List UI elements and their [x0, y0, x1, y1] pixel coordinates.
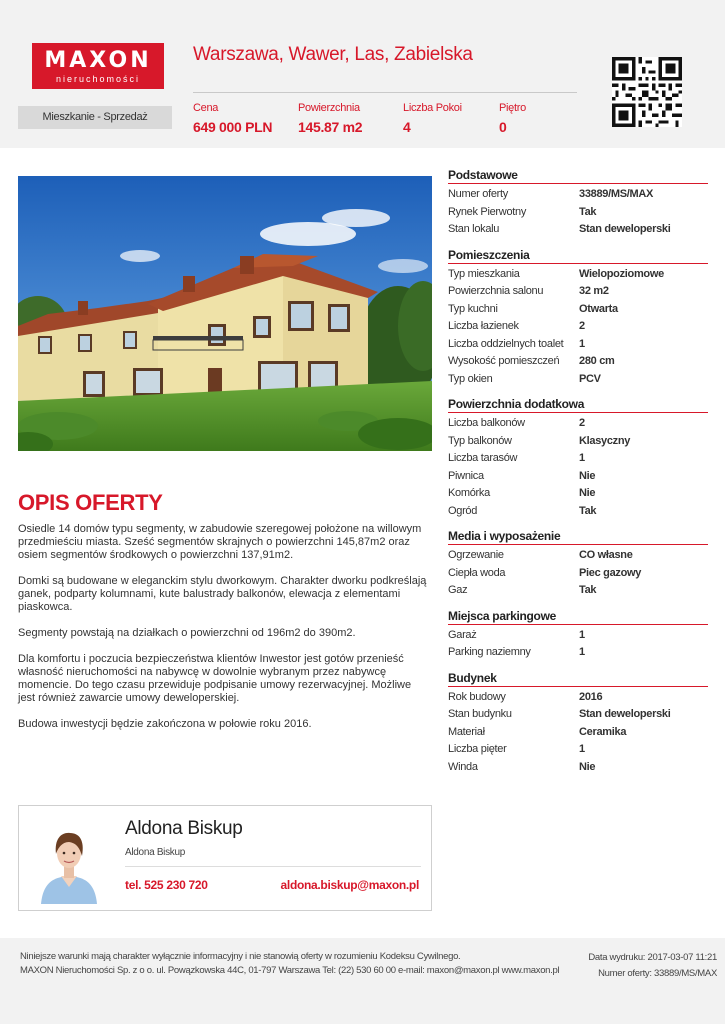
detail-value: 1: [579, 628, 585, 641]
detail-value: 33889/MS/MAX: [579, 188, 654, 200]
detail-value: Wielopoziomowe: [579, 267, 664, 280]
stat-rooms: [403, 102, 462, 136]
detail-row: [448, 582, 708, 600]
detail-row: [448, 485, 708, 503]
detail-key: Stan budynku: [448, 708, 512, 720]
section-title: Miejsca parkingowe: [448, 609, 708, 625]
detail-key: Liczba łazienek: [448, 320, 519, 332]
detail-value: Tak: [579, 504, 597, 517]
detail-key: Typ mieszkania: [448, 267, 520, 280]
detail-row: [448, 204, 708, 222]
detail-value: PCV: [579, 372, 601, 385]
detail-row: [448, 371, 708, 389]
agent-divider: [125, 866, 421, 867]
stat-value: 649 000 PLN: [193, 119, 273, 135]
detail-row: [448, 468, 708, 486]
description-paragraph: Segmenty powstają na działkach o powierzchni od 196m2 do 390m2.: [18, 627, 356, 639]
detail-row: [448, 301, 708, 319]
detail-row: [448, 336, 708, 354]
header: [0, 0, 725, 148]
section-budynek: [448, 671, 708, 777]
stat-price: [193, 102, 272, 136]
section-media: [448, 529, 708, 600]
footer-disclaimer: Niniejsze warunki mają charakter wyłącznie informacyjny i nie stanowią oferty w rozumieniu Kodeksu Cywilnego.: [20, 951, 461, 962]
detail-row: [448, 724, 708, 742]
detail-value: CO własne: [579, 549, 633, 561]
detail-key: Garaż: [448, 628, 477, 641]
stat-label: Liczba Pokoi: [403, 102, 462, 114]
detail-value: Piec gazowy: [579, 566, 642, 579]
detail-value: 2: [579, 417, 585, 429]
footer: [0, 938, 725, 1024]
detail-value: Tak: [579, 205, 597, 218]
detail-row: [448, 547, 708, 565]
property-photo[interactable]: [18, 176, 432, 451]
detail-key: Parking naziemny: [448, 646, 531, 658]
detail-key: Stan lokalu: [448, 223, 500, 235]
detail-value: Nie: [579, 760, 596, 773]
detail-key: Materiał: [448, 725, 485, 738]
stat-area: [298, 102, 362, 136]
detail-value: 2016: [579, 690, 603, 703]
detail-value: 1: [579, 646, 585, 658]
stat-label: Piętro: [499, 102, 526, 114]
detail-row: [448, 415, 708, 433]
description-paragraph: Budowa inwestycji będzie zakończona w połowie roku 2016.: [18, 718, 312, 730]
offer-type-badge: Mieszkanie - Sprzedaż: [18, 106, 172, 129]
agent-avatar: [39, 821, 99, 904]
offer-location: Warszawa, Wawer, Las, Zabielska: [193, 44, 473, 65]
detail-key: Ogrzewanie: [448, 549, 504, 561]
detail-key: Rok budowy: [448, 690, 506, 703]
agent-card: [18, 805, 432, 911]
detail-key: Piwnica: [448, 469, 484, 482]
detail-row: [448, 741, 708, 759]
detail-value: 1: [579, 337, 585, 350]
detail-value: 1: [579, 743, 585, 755]
description-text: [18, 523, 430, 744]
detail-row: [448, 627, 708, 645]
detail-value: 280 cm: [579, 355, 615, 367]
section-title: Media i wyposażenie: [448, 529, 708, 545]
detail-key: Numer oferty: [448, 188, 508, 200]
section-title: Budynek: [448, 671, 708, 687]
stat-label: Cena: [193, 102, 219, 114]
detail-row: [448, 221, 708, 239]
stat-value: 145.87 m2: [298, 119, 363, 135]
detail-key: Ogród: [448, 504, 478, 517]
detail-row: [448, 266, 708, 284]
detail-row: [448, 318, 708, 336]
detail-row: [448, 353, 708, 371]
logo-sub: nieruchomości: [55, 74, 141, 84]
detail-key: Typ okien: [448, 372, 493, 385]
agent-name: Aldona Biskup: [125, 818, 243, 839]
detail-row: [448, 644, 708, 662]
detail-value: 2: [579, 320, 585, 332]
footer-offer-number: Numer oferty: 33889/MS/MAX: [598, 968, 717, 979]
section-title: Podstawowe: [448, 168, 708, 184]
footer-meta: [588, 950, 717, 982]
detail-value: 1: [579, 452, 585, 464]
maxon-logo[interactable]: [32, 43, 164, 89]
detail-key: Liczba pięter: [448, 743, 507, 755]
description-paragraph: Domki są budowane w eleganckim stylu dworkowym. Charakter dworku podkreślają ganek, podparty kolumnami, kute balustrady balkonów, elewacja z elementami piaskowca.: [18, 575, 427, 613]
qr-code-icon[interactable]: [612, 57, 682, 127]
section-pomieszczenia: [448, 248, 708, 389]
agent-subtitle: Aldona Biskup: [125, 847, 186, 858]
section-podstawowe: [448, 168, 708, 239]
header-divider: [193, 92, 577, 93]
detail-row: [448, 565, 708, 583]
agent-phone-link[interactable]: tel. 525 230 720: [125, 878, 208, 892]
detail-value: Nie: [579, 469, 596, 482]
stat-label: Powierzchnia: [298, 102, 360, 114]
footer-print-date: Data wydruku: 2017-03-07 11:21: [588, 952, 717, 963]
detail-key: Wysokość pomieszczeń: [448, 355, 560, 367]
agent-email-link[interactable]: aldona.biskup@maxon.pl: [280, 878, 419, 892]
detail-value: Tak: [579, 584, 597, 596]
detail-key: Liczba tarasów: [448, 452, 518, 464]
detail-value: Ceramika: [579, 725, 627, 738]
detail-key: Liczba oddzielnych toalet: [448, 337, 564, 350]
detail-row: [448, 689, 708, 707]
detail-value: Stan deweloperski: [579, 223, 671, 235]
stat-floor: [499, 102, 526, 136]
stat-value: 4: [403, 119, 411, 135]
detail-key: Typ kuchni: [448, 302, 498, 315]
description-title: OPIS OFERTY: [18, 490, 163, 515]
detail-row: [448, 450, 708, 468]
detail-row: [448, 283, 708, 301]
section-parking: [448, 609, 708, 662]
detail-value: Klasyczny: [579, 434, 631, 447]
detail-value: Stan deweloperski: [579, 708, 671, 720]
detail-key: Liczba balkonów: [448, 417, 525, 429]
detail-key: Komórka: [448, 487, 490, 499]
logo-brand: MAXON: [44, 48, 152, 73]
detail-key: Winda: [448, 760, 478, 773]
footer-company-info: MAXON Nieruchomości Sp. z o o. ul. Powązkowska 44C, 01-797 Warszawa Tel: (22) 530 60 00 e-mail: maxon@maxon.pl www.maxon.pl: [20, 965, 560, 976]
description-paragraph: Dla komfortu i poczucia bezpieczeństwa klientów Inwestor jest gotów przenieść własność nieruchomości na nabywcę w dowolnie wybranym przez nabywcę momencie. Do tego czasu przewiduje podpisanie umowy rezerwacyjnej. Możliwe jest również zawarcie umowy deweloperskiej.: [18, 653, 412, 704]
detail-key: Ciepła woda: [448, 566, 506, 579]
detail-key: Powierzchnia salonu: [448, 285, 544, 297]
detail-key: Rynek Pierwotny: [448, 205, 527, 218]
section-title: Powierzchnia dodatkowa: [448, 397, 708, 413]
section-powierzchnia-dodatkowa: [448, 397, 708, 520]
detail-row: [448, 503, 708, 521]
footer-legal: [20, 950, 559, 978]
detail-row: [448, 706, 708, 724]
detail-value: Otwarta: [579, 302, 618, 315]
detail-key: Typ balkonów: [448, 434, 512, 447]
detail-key: Gaz: [448, 584, 468, 596]
stat-value: 0: [499, 119, 507, 135]
detail-row: [448, 433, 708, 451]
description-paragraph: Osiedle 14 domów typu segmenty, w zabudowie szeregowej położone na willowym przedmieściu miasta. Sześć segmentów skrajnych o powierzchni 145,87m2 oraz osiem segmentów środkowych o powierzchni 137,91m2.: [18, 523, 422, 561]
detail-row: [448, 759, 708, 777]
detail-row: [448, 186, 708, 204]
details-panel: [448, 168, 708, 785]
section-title: Pomieszczenia: [448, 248, 708, 264]
detail-value: 32 m2: [579, 285, 609, 297]
detail-value: Nie: [579, 487, 596, 499]
